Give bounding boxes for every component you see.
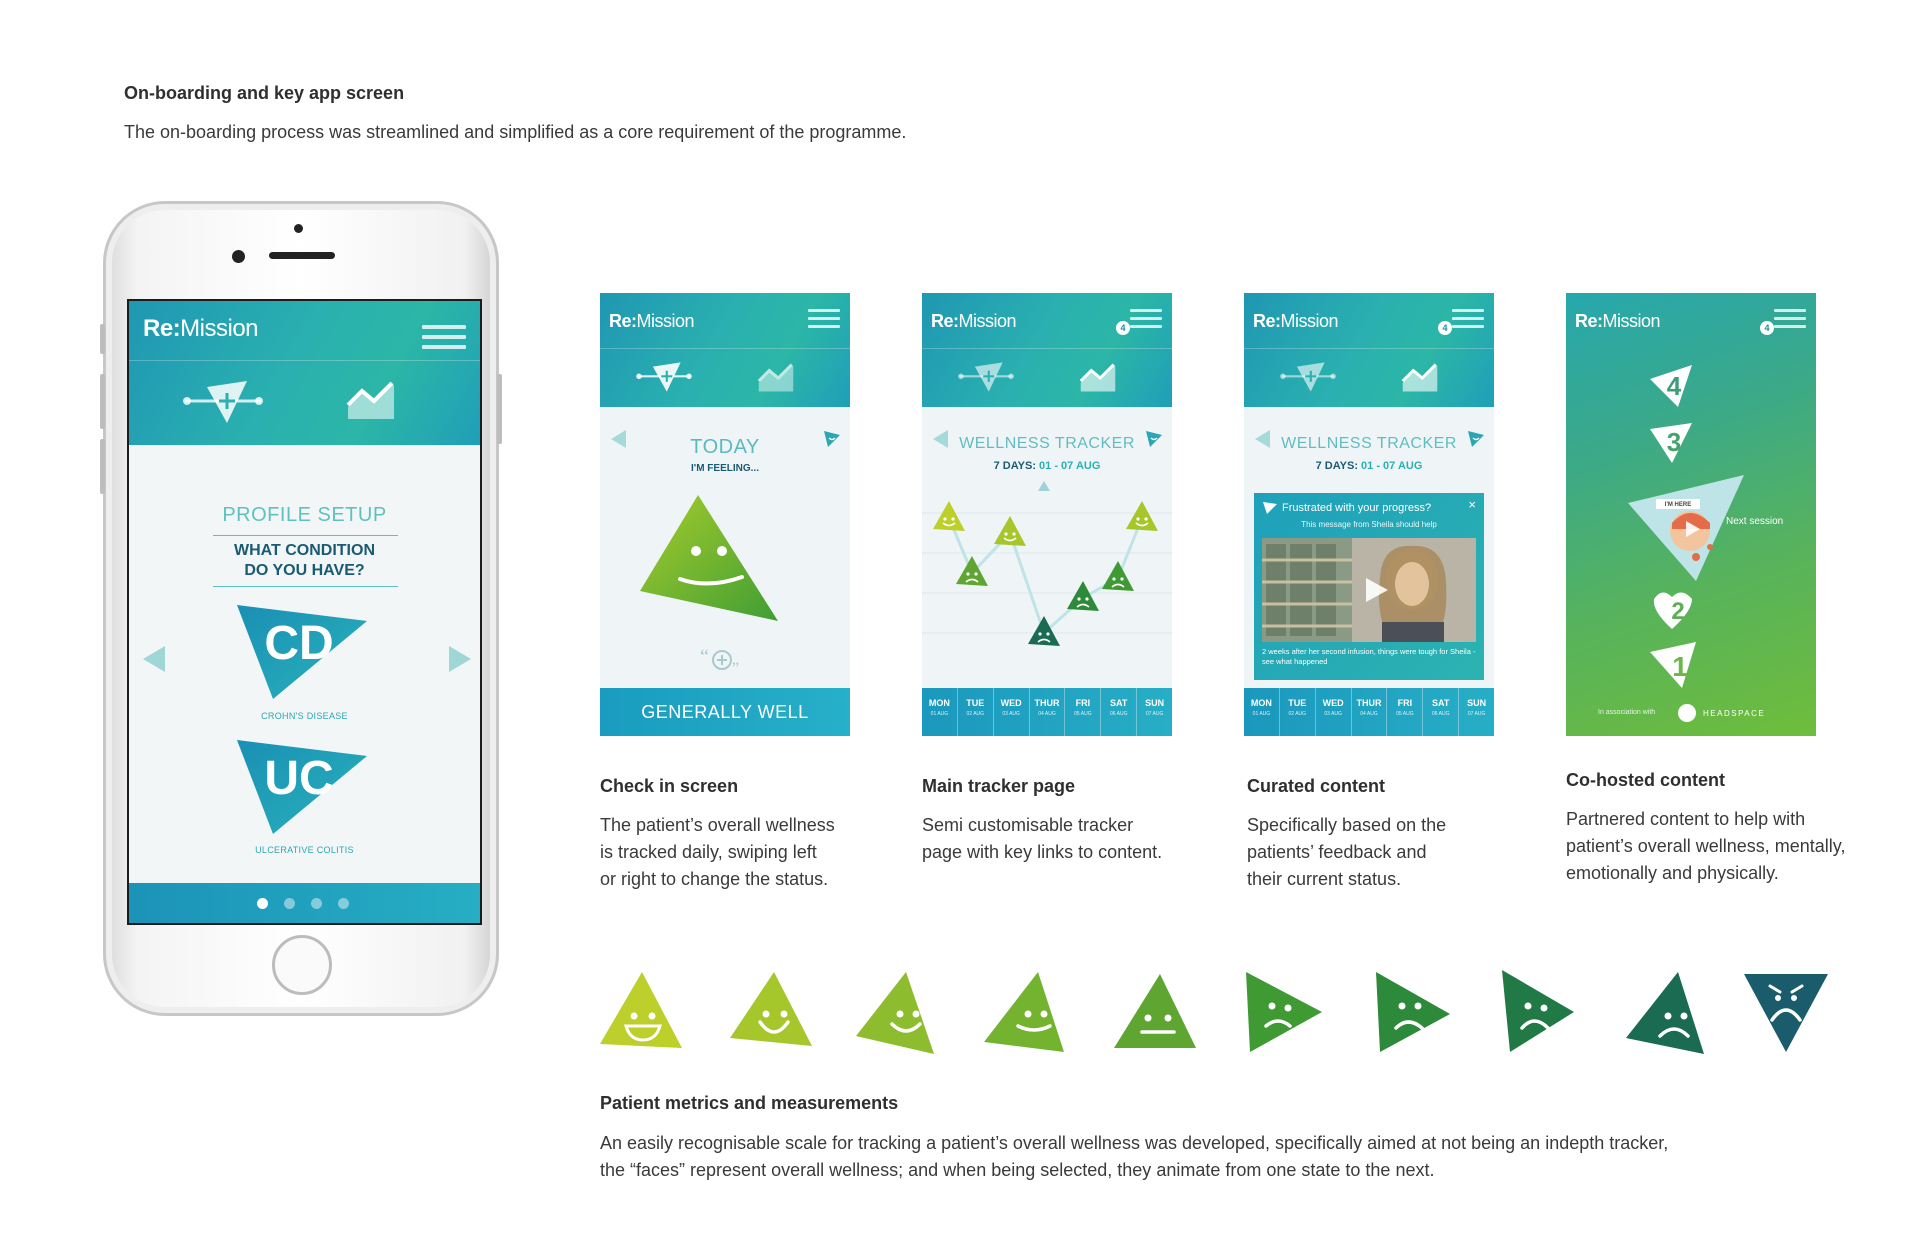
- face-sadder-icon: [1366, 968, 1454, 1056]
- svg-text:3: 3: [1666, 427, 1682, 457]
- front-camera: [294, 224, 303, 233]
- partner-name: HEADSPACE: [1703, 709, 1766, 718]
- tracker-nav-icon[interactable]: [1401, 363, 1439, 393]
- profile-setup-title: PROFILE SETUP: [222, 504, 387, 526]
- caption-title-cohosted: Co-hosted content: [1566, 770, 1725, 790]
- remission-mark-icon: [1262, 501, 1278, 515]
- app-top-bar: [1244, 293, 1494, 349]
- app-top-bar: [600, 293, 850, 349]
- remission-logo[interactable]: Re:Mission: [143, 315, 259, 342]
- day-cell[interactable]: FRI 05 AUG: [1387, 688, 1423, 736]
- tracker-title: WELLNESS TRACKER: [959, 435, 1135, 452]
- face-very-unhappy-icon: [1622, 968, 1710, 1056]
- app-top-bar: [129, 301, 480, 361]
- pager-dot-3[interactable]: [311, 898, 322, 909]
- face-very-happy-icon: [598, 968, 686, 1056]
- pager-dot-2[interactable]: [284, 898, 295, 909]
- remission-logo[interactable]: Re:Mission: [1253, 311, 1339, 331]
- phone-mockup: [103, 201, 499, 1016]
- association-label: In association with: [1598, 709, 1656, 716]
- notification-badge[interactable]: 4: [1760, 321, 1774, 335]
- day-cell[interactable]: MON 01 AUG: [1244, 688, 1280, 736]
- add-note-icon[interactable]: [700, 645, 740, 675]
- caption-body-curated: Specifically based on the patients’ feedback and their current status.: [1247, 815, 1447, 889]
- condition-option-cd[interactable]: [129, 601, 480, 731]
- step-4-icon[interactable]: [1646, 361, 1696, 409]
- day-cell[interactable]: SUN 07 AUG: [1145, 698, 1165, 717]
- remission-logo[interactable]: Re:Mission: [931, 311, 1017, 331]
- day-cell[interactable]: SUN 07 AUG: [1467, 698, 1487, 717]
- tracker-mood-point[interactable]: [1102, 561, 1134, 591]
- tracker-screen: [922, 293, 1172, 736]
- condition-label: ULCERATIVE COLITIS: [255, 845, 354, 855]
- svg-text:CD: CD: [264, 617, 334, 670]
- day-cell[interactable]: TUE 02 AUG: [1280, 688, 1316, 736]
- earpiece-speaker: [269, 252, 335, 259]
- popup-message: This message from Sheila should help: [1301, 520, 1437, 529]
- day-cell[interactable]: MON 01 AUG: [922, 688, 958, 736]
- power-button: [497, 374, 502, 444]
- app-header: [922, 293, 1172, 407]
- tracker-title: WELLNESS TRACKER: [1281, 435, 1457, 452]
- svg-text:I'M HERE: I'M HERE: [1664, 502, 1692, 508]
- checkin-nav-icon[interactable]: [1278, 361, 1338, 393]
- day-cell[interactable]: SAT 06 AUG: [1423, 688, 1459, 736]
- caption-body-tracker: Semi customisable tracker page with key links to content.: [922, 815, 1163, 862]
- svg-text:2: 2: [1671, 598, 1685, 625]
- app-nav: [922, 349, 1172, 407]
- cohosted-content-screen: [1566, 293, 1816, 736]
- tracker-range: 7 DAYS: 01 - 07 AUG: [993, 460, 1101, 472]
- condition-question: WHAT CONDITION DO YOU HAVE?: [233, 542, 375, 579]
- app-nav: [129, 361, 480, 445]
- section-subtitle: The on-boarding process was streamlined and simplified as a core requirement of the programme.: [124, 122, 907, 142]
- day-cell[interactable]: WED 03 AUG: [1316, 688, 1352, 736]
- caption-title-checkin: Check in screen: [600, 776, 739, 796]
- tracker-mood-point[interactable]: [994, 516, 1026, 546]
- day-cell[interactable]: FRI 05 AUG: [1065, 688, 1101, 736]
- volume-down-button: [100, 439, 105, 494]
- menu-icon[interactable]: [422, 325, 466, 355]
- checkin-heading: TODAY: [690, 436, 760, 458]
- video-thumbnail[interactable]: [1262, 538, 1476, 642]
- svg-text:4: 4: [1666, 371, 1682, 401]
- tracker-mood-point[interactable]: [1126, 501, 1158, 531]
- pager-dot-1[interactable]: [257, 898, 268, 909]
- face-unhappy-icon: [1494, 968, 1582, 1056]
- notification-badge[interactable]: 4: [1116, 321, 1130, 335]
- tracker-nav-icon[interactable]: [346, 381, 396, 421]
- face-sad-icon: [1238, 968, 1326, 1056]
- metrics-title: Patient metrics and measurements: [600, 1093, 899, 1113]
- home-button[interactable]: [272, 935, 332, 995]
- app-nav: [600, 349, 850, 407]
- day-selector: [922, 688, 1172, 736]
- condition-option-uc[interactable]: [129, 736, 480, 866]
- caption-title-curated: Curated content: [1247, 776, 1386, 796]
- mood-face-icon[interactable]: [638, 491, 788, 631]
- session-thumbnail[interactable]: [1626, 473, 1746, 583]
- menu-icon[interactable]: [1774, 309, 1806, 333]
- checkin-nav-icon[interactable]: [956, 361, 1016, 393]
- proximity-sensor: [232, 250, 245, 263]
- step-1-icon[interactable]: [1646, 638, 1700, 690]
- menu-icon[interactable]: [1130, 309, 1162, 333]
- app-top-bar: [1566, 293, 1816, 349]
- face-neutral-icon: [1110, 968, 1198, 1056]
- checkin-status-bar[interactable]: GENERALLY WELL: [600, 688, 850, 736]
- step-2-icon[interactable]: [1648, 585, 1698, 633]
- tracker-range: 7 DAYS: 01 - 07 AUG: [1315, 460, 1423, 472]
- step-3-icon[interactable]: [1646, 417, 1696, 465]
- title-divider: [213, 535, 398, 536]
- checkin-nav-icon[interactable]: [634, 361, 694, 393]
- remission-logo[interactable]: Re:Mission: [609, 311, 695, 331]
- face-happy-icon: [726, 968, 814, 1056]
- day-cell[interactable]: SAT 06 AUG: [1101, 688, 1137, 736]
- day-cell[interactable]: WED 03 AUG: [994, 688, 1030, 736]
- tracker-nav-icon[interactable]: [757, 363, 795, 393]
- volume-up-button: [100, 374, 105, 429]
- app-header: [129, 301, 480, 445]
- face-content-icon: [982, 968, 1070, 1056]
- tracker-mood-point[interactable]: [1067, 581, 1099, 611]
- day-cell[interactable]: THUR 04 AUG: [1352, 688, 1388, 736]
- caption-body-checkin: The patient’s overall wellness is tracked daily, swiping left or right to change the status.: [600, 815, 835, 889]
- content-popup[interactable]: [1254, 493, 1484, 680]
- checkin-subheading: I'M FEELING...: [691, 463, 759, 474]
- svg-text:“: “: [700, 646, 709, 668]
- app-nav: [1244, 349, 1494, 407]
- popup-title: Frustrated with your progress?: [1282, 502, 1432, 514]
- checkin-nav-icon[interactable]: [181, 379, 265, 425]
- section-title: On-boarding and key app screen: [124, 83, 405, 103]
- pager-footer: [129, 883, 480, 923]
- notification-badge[interactable]: 4: [1438, 321, 1452, 335]
- video-caption: 2 weeks after her second infusion, things were tough for Sheila - see what happened: [1262, 647, 1476, 666]
- svg-text:1: 1: [1672, 651, 1688, 682]
- menu-icon[interactable]: [1452, 309, 1484, 333]
- mute-switch: [100, 324, 105, 354]
- caption-title-tracker: Main tracker page: [922, 776, 1076, 796]
- wellness-graph[interactable]: [922, 473, 1172, 688]
- day-cell[interactable]: THUR 04 AUG: [1030, 688, 1066, 736]
- remission-logo[interactable]: Re:Mission: [1575, 311, 1661, 331]
- svg-text:UC: UC: [264, 752, 334, 805]
- checkin-screen: [600, 293, 850, 736]
- tracker-nav-icon[interactable]: [1079, 363, 1117, 393]
- curated-content-screen: [1244, 293, 1494, 736]
- uc-badge-icon: [229, 736, 379, 836]
- condition-label: CROHN'S DISEASE: [261, 711, 348, 721]
- pager-dot-4[interactable]: [338, 898, 349, 909]
- day-cell[interactable]: TUE 02 AUG: [958, 688, 994, 736]
- menu-icon[interactable]: [808, 309, 840, 333]
- next-session-label[interactable]: Next session: [1726, 516, 1784, 527]
- app-header: [1244, 293, 1494, 407]
- question-divider: [213, 586, 398, 587]
- face-smiling-icon: [854, 968, 942, 1056]
- metrics-description: An easily recognisable scale for tracking a patient’s overall wellness was developed, specifically aimed at not being an indepth tracker, the “faces” represent overall wellness; and when being selected, they animate from one state to the next.: [600, 1133, 1669, 1180]
- day-selector: [1244, 688, 1494, 736]
- svg-text:”: ”: [732, 660, 740, 675]
- face-angry-icon: [1742, 968, 1830, 1056]
- tracker-mood-point[interactable]: [933, 501, 965, 531]
- headspace-logo-icon: [1678, 704, 1696, 722]
- close-icon[interactable]: ×: [1468, 497, 1476, 512]
- cd-badge-icon: [229, 601, 379, 701]
- app-header: [600, 293, 850, 407]
- app-top-bar: [922, 293, 1172, 349]
- profile-setup-screen: [127, 299, 482, 925]
- caption-body-cohosted: Partnered content to help with patient’s overall wellness, mentally, emotionally and physically.: [1566, 809, 1846, 883]
- tracker-mood-point[interactable]: [1028, 616, 1060, 646]
